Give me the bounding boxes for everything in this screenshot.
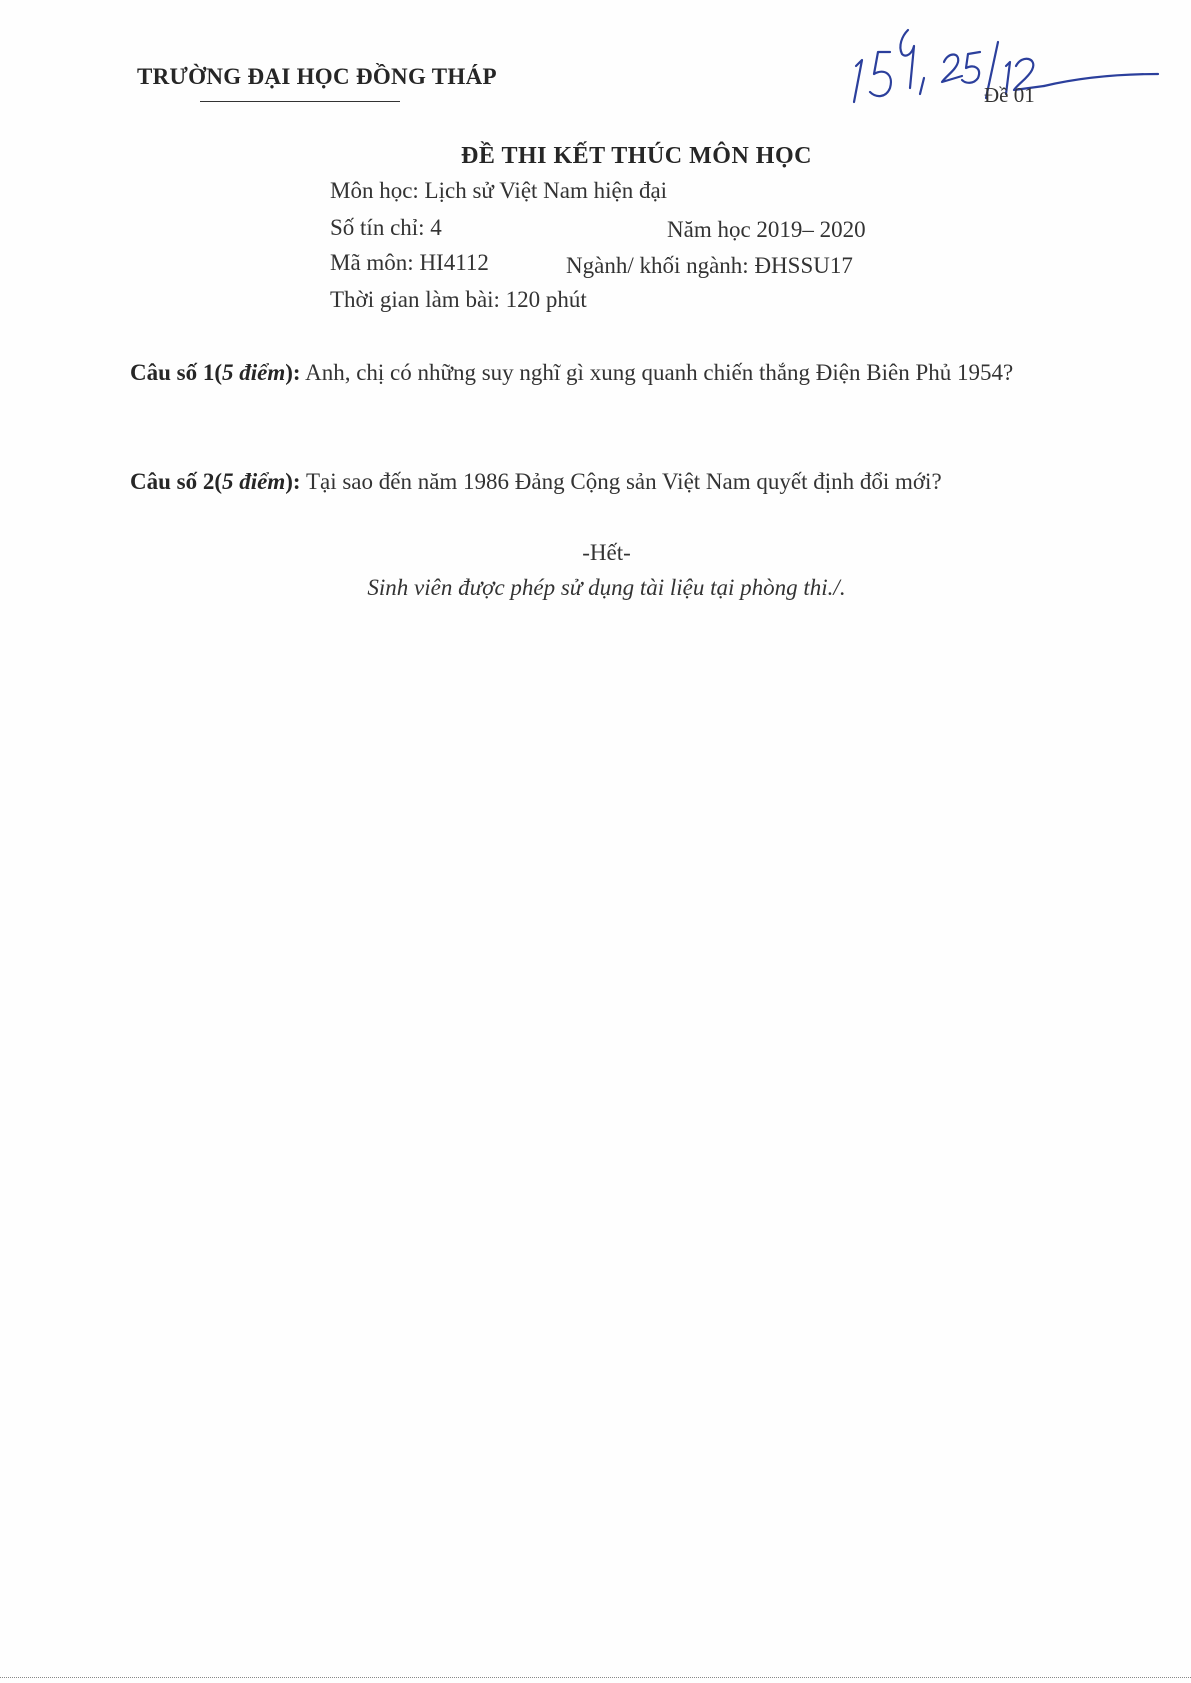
handwriting-digit-5b bbox=[962, 52, 980, 83]
duration-line: Thời gian làm bài: 120 phút bbox=[330, 287, 587, 312]
school-year-line: Năm học 2019– 2020 bbox=[667, 217, 866, 242]
major-line: Ngành/ khối ngành: ĐHSSU17 bbox=[566, 253, 853, 278]
question-1-text: Anh, chị có những suy nghĩ gì xung quanh chiến thắng Điện Biên Phủ 1954? bbox=[305, 360, 1014, 385]
handwriting-digit-4 bbox=[900, 30, 914, 88]
question-2 bbox=[130, 467, 1115, 497]
end-mark: -Hết- bbox=[582, 540, 631, 565]
university-underline bbox=[200, 101, 400, 102]
materials-note: Sinh viên được phép sử dụng tài liệu tại phòng thi./. bbox=[367, 575, 846, 600]
course-code-line: Mã môn: HI4112 bbox=[330, 250, 489, 275]
subject-line: Môn học: Lịch sử Việt Nam hiện đại bbox=[330, 178, 668, 203]
question-1 bbox=[130, 358, 1115, 388]
question-1-points: 5 điểm bbox=[222, 360, 286, 385]
handwriting-comma bbox=[920, 78, 924, 94]
handwriting-underline bbox=[1044, 74, 1158, 86]
handwriting-digit-5 bbox=[870, 52, 891, 96]
question-2-label: Câu số 2(5 điểm): bbox=[130, 469, 301, 494]
question-2-text: Tại sao đến năm 1986 Đảng Cộng sản Việt Nam quyết định đổi mới? bbox=[305, 469, 942, 494]
handwriting-digit-2 bbox=[942, 55, 962, 83]
exam-code: Đề 01 bbox=[984, 83, 1035, 107]
scan-edge-line bbox=[0, 1677, 1191, 1678]
handwriting-digit-1 bbox=[854, 60, 862, 102]
credits-line: Số tín chỉ: 4 bbox=[330, 215, 442, 240]
exam-title: ĐỀ THI KẾT THÚC MÔN HỌC bbox=[461, 143, 812, 169]
question-2-points: 5 điểm bbox=[222, 469, 286, 494]
university-name: TRƯỜNG ĐẠI HỌC ĐỒNG THÁP bbox=[137, 64, 497, 89]
question-1-label: Câu số 1(5 điểm): bbox=[130, 360, 301, 385]
